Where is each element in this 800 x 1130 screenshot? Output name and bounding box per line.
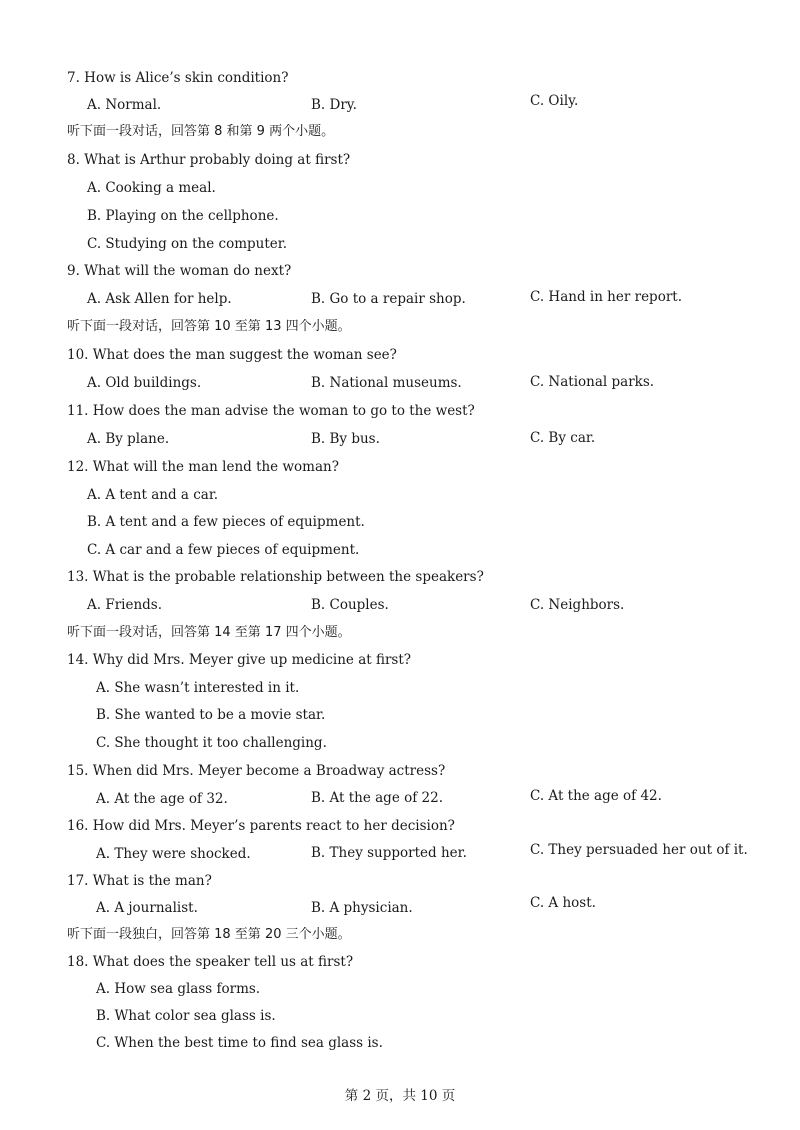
option-b: B. Dry.: [311, 97, 357, 113]
option-b: B. A physician.: [311, 900, 413, 916]
option-b: B. What color sea glass is.: [96, 1008, 276, 1024]
question-stem: 18. What does the speaker tell us at first?: [67, 954, 354, 970]
section-instruction: 听下面一段对话，回答第 14 至第 17 四个小题。: [67, 625, 351, 640]
option-a: A. A tent and a car.: [87, 487, 219, 503]
option-c: C. A car and a few pieces of equipment.: [87, 542, 360, 558]
option-b: B. By bus.: [311, 431, 380, 447]
question-stem: 17. What is the man?: [67, 873, 212, 889]
question-stem: 14. Why did Mrs. Meyer give up medicine at first?: [67, 652, 412, 668]
page-number: 第 2 页，共 10 页: [344, 1088, 456, 1104]
option-b: B. They supported her.: [311, 845, 467, 861]
option-a: A. By plane.: [87, 431, 170, 447]
option-c: C. Hand in her report.: [530, 289, 682, 305]
option-a: A. At the age of 32.: [96, 791, 228, 807]
option-c: C. She thought it too challenging.: [96, 735, 327, 751]
section-instruction: 听下面一段对话，回答第 8 和第 9 两个小题。: [67, 124, 335, 139]
question-stem: 7. How is Alice’s skin condition?: [67, 70, 289, 86]
section-instruction: 听下面一段对话，回答第 10 至第 13 四个小题。: [67, 319, 351, 334]
option-c: C. They persuaded her out of it.: [530, 842, 748, 858]
option-c: C. A host.: [530, 895, 596, 911]
option-a: A. Normal.: [87, 97, 162, 113]
question-stem: 8. What is Arthur probably doing at first?: [67, 152, 351, 168]
option-c: C. Neighbors.: [530, 597, 625, 613]
option-a: A. How sea glass forms.: [96, 981, 261, 997]
option-a: A. Cooking a meal.: [87, 180, 216, 196]
section-instruction: 听下面一段独白，回答第 18 至第 20 三个小题。: [67, 927, 351, 942]
option-b: B. A tent and a few pieces of equipment.: [87, 514, 365, 530]
option-b: B. National museums.: [311, 375, 462, 391]
option-b: B. She wanted to be a movie star.: [96, 707, 326, 723]
option-a: A. Ask Allen for help.: [87, 291, 232, 307]
option-c: C. Oily.: [530, 93, 579, 109]
question-stem: 12. What will the man lend the woman?: [67, 459, 339, 475]
question-stem: 13. What is the probable relationship between the speakers?: [67, 569, 484, 585]
question-stem: 10. What does the man suggest the woman see?: [67, 347, 397, 363]
option-c: C. At the age of 42.: [530, 788, 662, 804]
option-c: C. By car.: [530, 430, 596, 446]
option-a: A. She wasn’t interested in it.: [96, 680, 300, 696]
option-b: B. Couples.: [311, 597, 389, 613]
option-c: C. When the best time to find sea glass is.: [96, 1035, 383, 1051]
option-b: B. At the age of 22.: [311, 790, 443, 806]
question-stem: 11. How does the man advise the woman to go to the west?: [67, 403, 475, 419]
option-c: C. National parks.: [530, 374, 655, 390]
option-a: A. Friends.: [87, 597, 163, 613]
option-c: C. Studying on the computer.: [87, 236, 288, 252]
question-stem: 9. What will the woman do next?: [67, 263, 292, 279]
option-b: B. Playing on the cellphone.: [87, 208, 279, 224]
option-b: B. Go to a repair shop.: [311, 291, 466, 307]
option-a: A. A journalist.: [96, 900, 198, 916]
question-stem: 15. When did Mrs. Meyer become a Broadway actress?: [67, 763, 446, 779]
question-stem: 16. How did Mrs. Meyer’s parents react to her decision?: [67, 818, 455, 834]
option-a: A. They were shocked.: [96, 846, 251, 862]
option-a: A. Old buildings.: [87, 375, 202, 391]
